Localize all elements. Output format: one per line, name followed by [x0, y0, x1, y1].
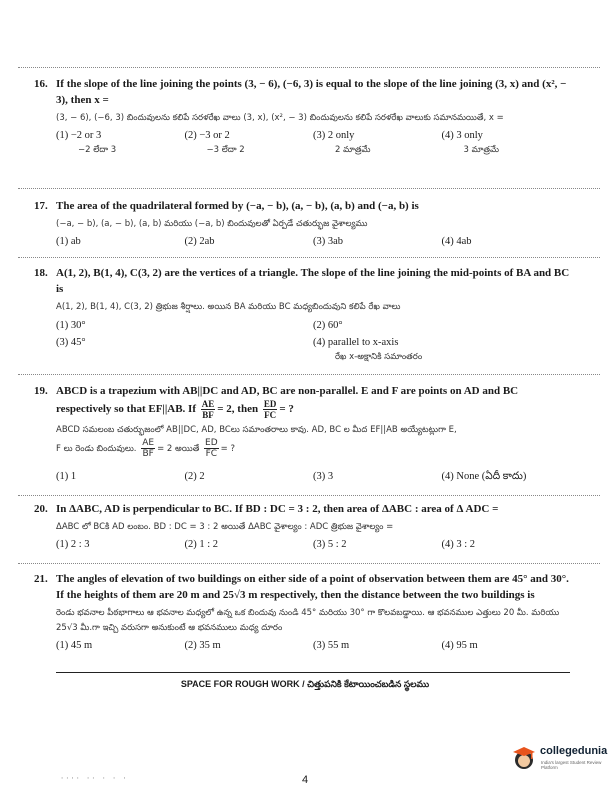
question-20-stem: 20. In ΔABC, AD is perpendicular to BC. If BD : DC = 3 : 2, then area of ΔABC : area of Δ ADC =	[34, 503, 499, 515]
question-18	[34, 265, 570, 363]
logo-name: collegedunia	[540, 745, 608, 757]
option-2: (2) 2	[184, 471, 205, 482]
booklet-code: ···· ·· · · ·	[60, 775, 128, 783]
logo-tagline: India's largest Student Review Platform	[541, 760, 602, 770]
question-19	[34, 383, 570, 484]
top-divider	[18, 67, 600, 68]
option-2: (2) 35 m	[184, 640, 221, 651]
option-2: (2) 60°	[313, 320, 343, 331]
question-18-options	[56, 317, 570, 363]
divider	[18, 188, 600, 189]
question-16	[34, 76, 570, 158]
option-1: (1) 1	[56, 471, 77, 482]
rough-work-label: SPACE FOR ROUGH WORK / చిత్తుపనికి కేటాయించబడిన స్థలము	[180, 679, 430, 689]
option-4: (4) parallel to x-axis రేఖ x-అక్షానికి సమాంతరం	[313, 337, 423, 362]
fraction-ae-bf: $\frac{AE}{BF}$	[201, 399, 215, 420]
question-18-stem: 18. A(1, 2), B(1, 4), C(3, 2) are the vertices of a triangle. The slope of the line joining the mid-points of BA and BC is	[34, 267, 570, 295]
divider	[18, 374, 600, 375]
divider	[18, 563, 600, 564]
option-4: (4) None (ఏదీ కాదు)	[441, 471, 527, 482]
option-3: (3) 55 m	[313, 640, 350, 651]
question-21-stem: 21. The angles of elevation of two buildings on either side of a point of observation between them are 45° and 30°. If the heights of them are 20 m and 25√3 m respectively, then the distance between the two buildings is	[34, 573, 569, 601]
option-2: (2) 2ab	[184, 236, 215, 247]
option-4: (4) 3 : 2	[441, 539, 476, 550]
question-16-stem: 16. If the slope of the line joining the points (3, − 6), (−6, 3) is equal to the slope of the line joining (3, x) and (x², − 3), then x =	[34, 78, 567, 106]
question-20-options	[56, 537, 570, 552]
question-21-options	[56, 638, 570, 653]
rough-work-divider	[56, 672, 570, 673]
option-3: (3) 2 only 2 మాత్రమే	[313, 130, 371, 155]
question-18-telugu: A(1, 2), B(1, 4), C(3, 2) త్రిభుజ శీర్షాలు. అయిన BA మరియు BC మధ్యబిందువుని కలిపే రేఖ వాలు	[56, 302, 401, 312]
option-1: (1) 45 m	[56, 640, 93, 651]
question-17-options	[56, 234, 570, 249]
question-17-stem: 17. The area of the quadrilateral formed by (−a, − b), (a, − b), (a, b) and (−a, b) is	[34, 200, 419, 212]
divider	[18, 495, 600, 496]
option-4: (4) 4ab	[441, 236, 472, 247]
page-number: 4	[301, 774, 309, 786]
question-number: 16.	[34, 78, 48, 90]
question-19-telugu: ABCD సమలంబ చతుర్భుజంలో AB||DC, AD, BCలు సమాంతరాలు కావు. AD, BC ల మీద EF||AB అయ్యేటట్లుగా E, F లు రెండు బిందువులు. $\frac{AE}{BF}$ = 2 అయితే $\frac{ED}{FC}$ = ?	[56, 425, 457, 459]
question-17	[34, 198, 570, 249]
question-16-options	[56, 128, 570, 158]
question-20-telugu: ΔABC లో BCకి AD లంబం. BD : DC = 3 : 2 అయితే ΔABC వైశాల్యం : ADC త్రిభుజ వైశాల్యం =	[56, 522, 394, 532]
question-17-telugu: (−a, − b), (a, − b), (a, b) మరియు (−a, b) బిందువులతో ఏర్పడే చతుర్భుజ వైశాల్యము	[56, 219, 368, 229]
question-21	[34, 571, 570, 653]
question-19-stem: 19. ABCD is a trapezium with AB||DC and AD, BC are non-parallel. E and F are points on AD and BC respectively so that EF||AB. If $\frac{AE}{BF}$ = 2, then $\frac{ED}{FC}$ = ?	[34, 385, 519, 420]
question-20	[34, 501, 570, 552]
option-4: (4) 3 only 3 మాత్రమే	[441, 130, 499, 155]
option-3: (3) 5 : 2	[313, 539, 347, 550]
option-4: (4) 95 m	[441, 640, 478, 651]
graduate-icon	[510, 743, 538, 771]
question-16-telugu: (3, − 6), (−6, 3) బిందువులను కలిపే సరళరేఖ వాలు (3, x), (x², − 3) బిందువులను కలిపే సరళరేఖ వాలుకు సమానమయితే, x =	[56, 113, 504, 123]
option-1: (1) ab	[56, 236, 81, 247]
option-3: (3) 3	[313, 471, 334, 482]
question-19-options	[56, 469, 570, 484]
option-1: (1) 30°	[56, 320, 86, 331]
option-3: (3) 3ab	[313, 236, 344, 247]
divider	[18, 257, 600, 258]
collegedunia-logo[interactable]	[510, 743, 608, 771]
option-2: (2) 1 : 2	[184, 539, 219, 550]
question-21-telugu: రెండు భవనాల పీఠభాగాలు ఆ భవనాల మధ్యలో ఉన్న ఒక బిందువు నుండి 45° మరియు 30° గా కొలవబడ్డాయి. ఆ భవనముల ఎత్తులు 20 మీ. మరియు 25√3 మీ.గా ఇచ్చి వరుసగా అనుకుంటే ఆ భవనములు మధ్య దూరం	[56, 608, 560, 633]
fraction-ed-fc: $\frac{ED}{FC}$	[263, 399, 277, 420]
option-1: (1) 2 : 3	[56, 539, 90, 550]
option-1: (1) −2 or 3 −2 లేదా 3	[56, 130, 117, 155]
option-2: (2) −3 or 2 −3 లేదా 2	[184, 130, 245, 155]
option-3: (3) 45°	[56, 337, 86, 348]
